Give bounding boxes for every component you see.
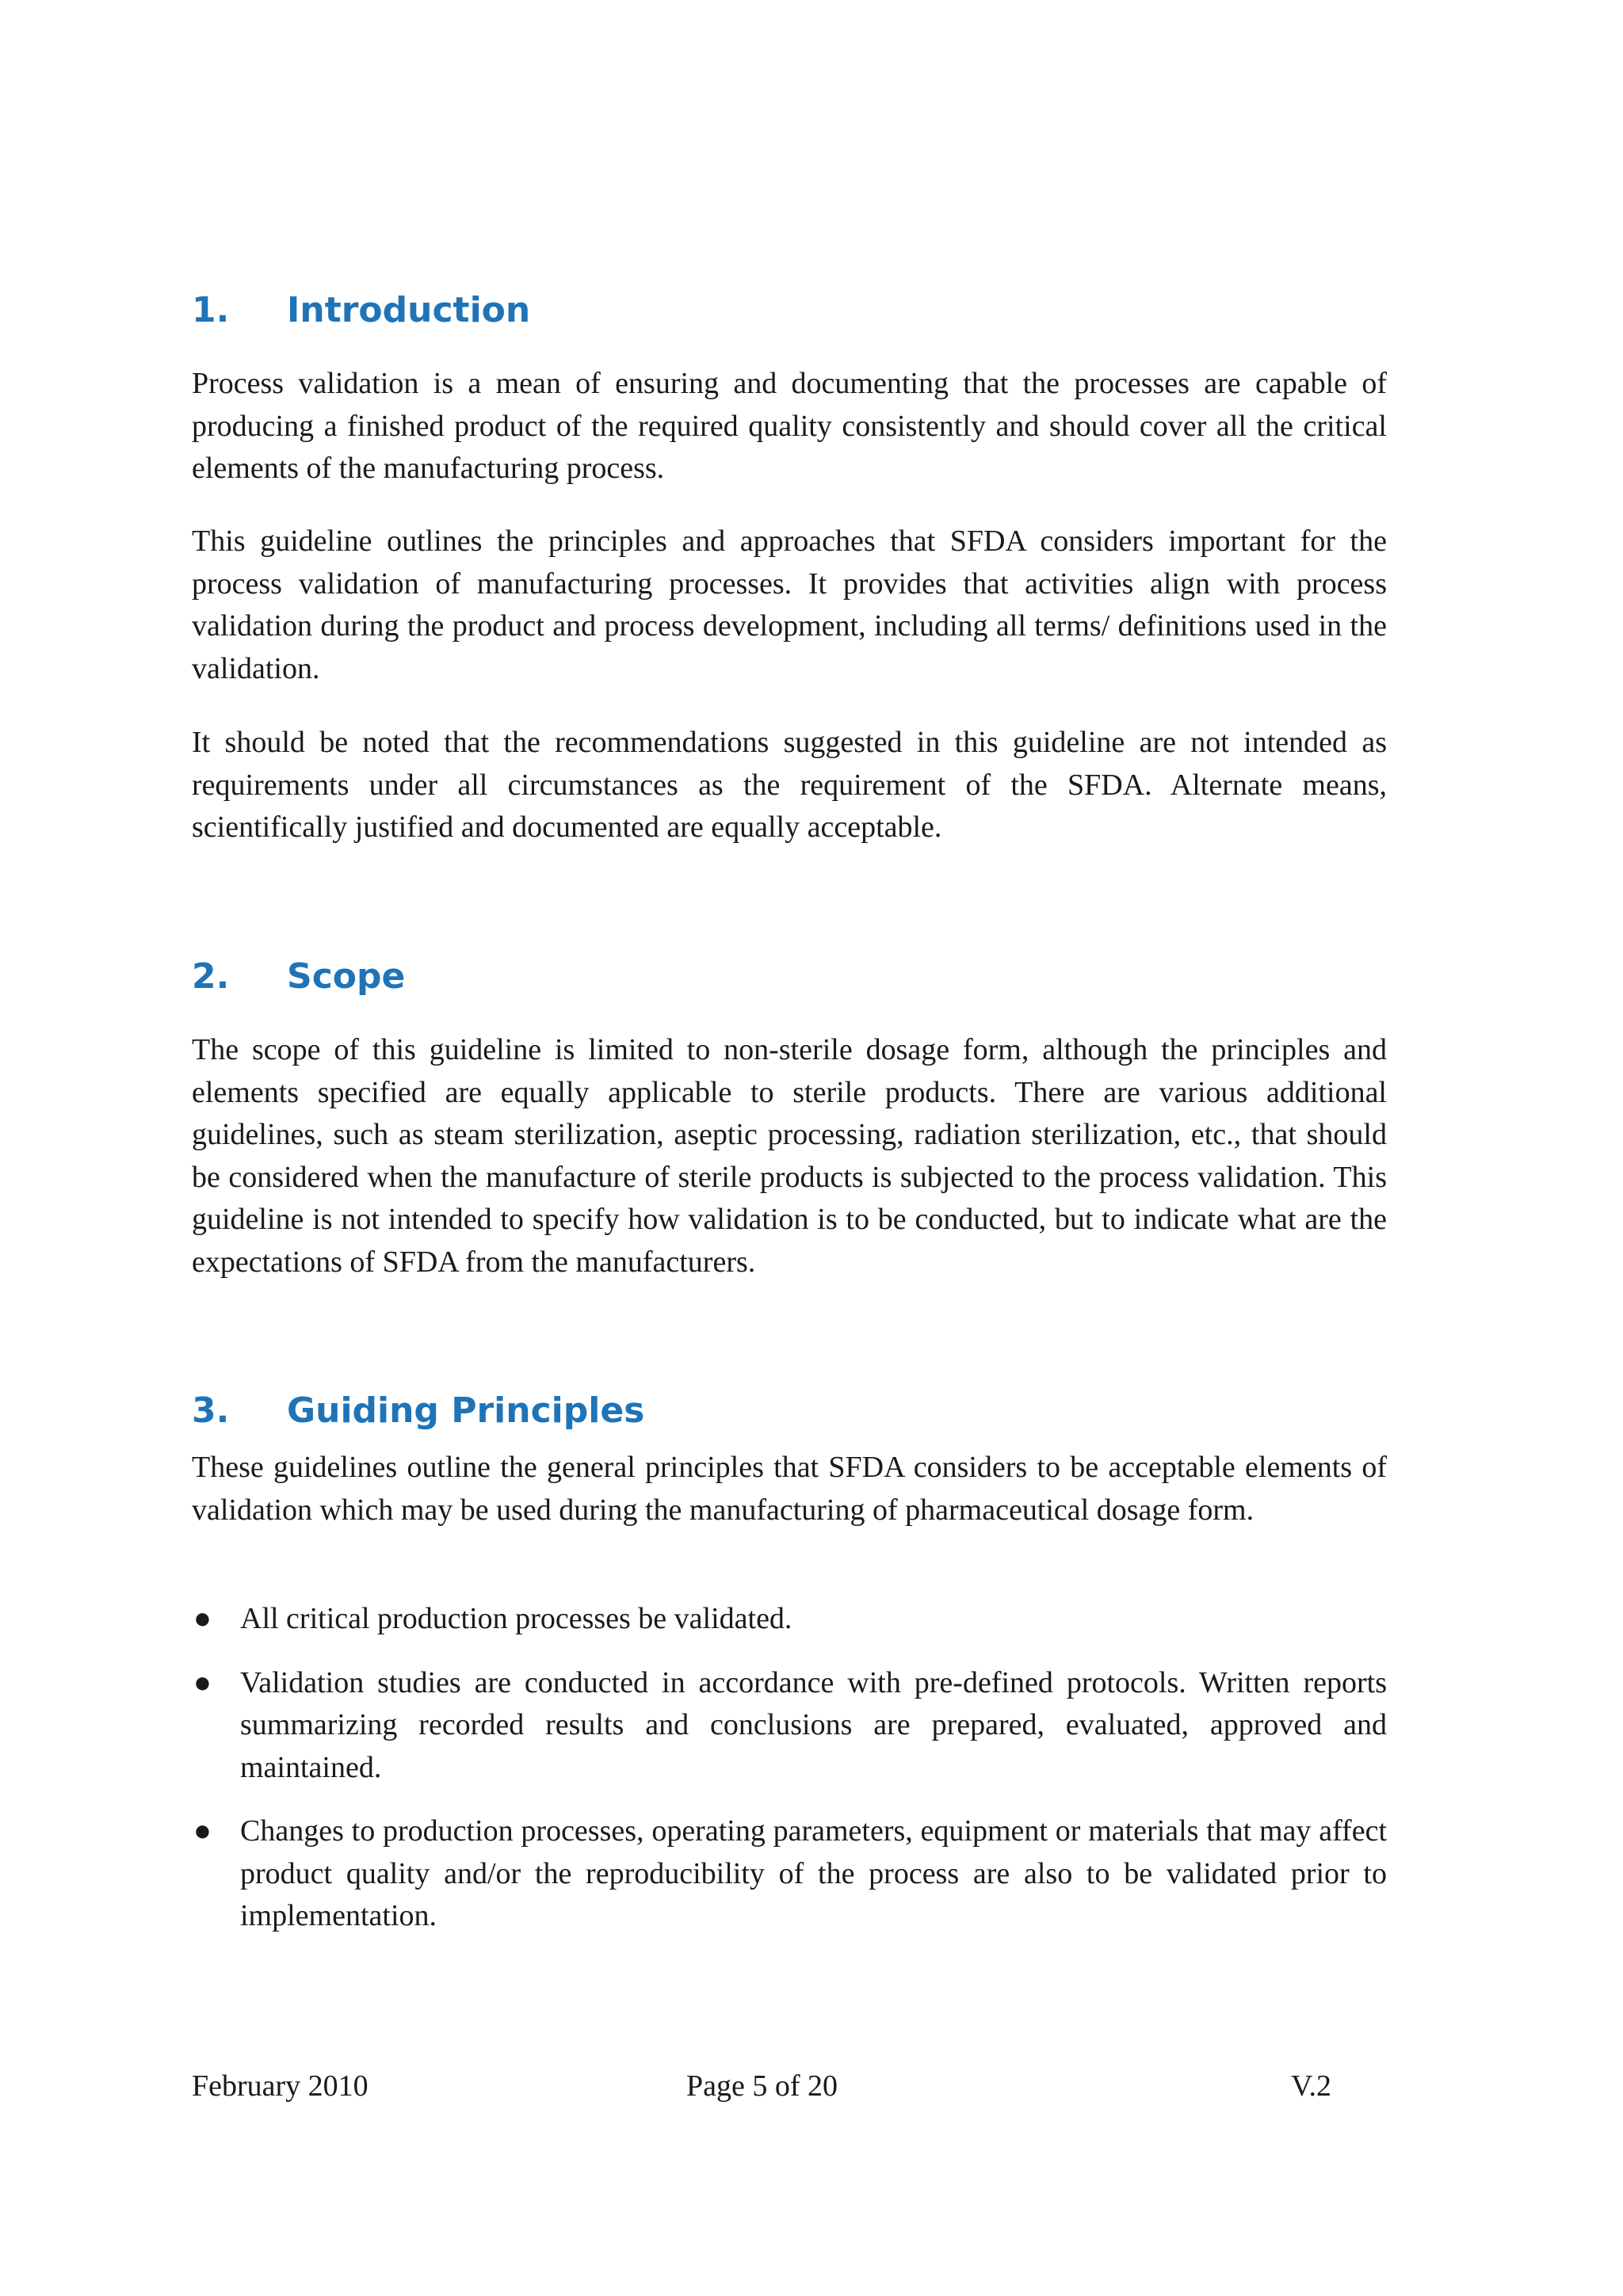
list-item <box>192 1662 1387 1790</box>
paragraph: Process validation is a mean of ensuring and documenting that the processes are capable of producing a finished product of the required quality consistently and should cover all the critical elements of the manufacturing process. <box>192 367 1387 485</box>
section-title: Guiding Principles <box>287 1390 645 1431</box>
bullet-icon: ● <box>193 1602 212 1635</box>
section-heading-scope <box>192 955 405 999</box>
paragraph: These guidelines outline the general principles that SFDA considers to be acceptable elements of validation which may be used during the manufacturing of pharmaceutical dosage form. <box>192 1451 1387 1527</box>
paragraph: The scope of this guideline is limited to non-sterile dosage form, although the principles and elements specified are equally applicable to sterile products. There are various additional guidelines, such as steam sterilization, aseptic processing, radiation sterilization, etc., that should be considered when the manufacture of sterile products is subjected to the process validation. This guideline is not intended to specify how validation is to be conducted, but to indicate what are the expectations of SFDA from the manufacturers. <box>192 1033 1387 1279</box>
section-number: 2. <box>192 956 230 997</box>
list-item <box>192 1810 1387 1938</box>
bullet-icon: ● <box>193 1665 212 1699</box>
section-title: Scope <box>287 956 406 997</box>
section-number: 1. <box>192 290 230 330</box>
footer-version: V.2 <box>1291 2069 1332 2103</box>
section-number: 3. <box>192 1390 230 1431</box>
list-item-text: All critical production processes be validated. <box>240 1602 792 1635</box>
paragraph: This guideline outlines the principles and approaches that SFDA considers important for the process validation of manufacturing processes. It provides that activities align with process validation during the product and process development, including all terms/ definitions used in the validation. <box>192 524 1387 685</box>
paragraph: It should be noted that the recommendations suggested in this guideline are not intended as requirements under all circumstances as the requirement of the SFDA. Alternate means, scientifically justified and documented are equally acceptable. <box>192 726 1387 844</box>
list-item-text: Validation studies are conducted in accordance with pre-defined protocols. Written reports summarizing recorded results and conclusions are prepared, evaluated, approved and maintained. <box>240 1665 1387 1784</box>
list-item-text: Changes to production processes, operating parameters, equipment or materials that may affect product quality and/or the reproducibility of the process are also to be validated prior to implementation. <box>240 1814 1387 1932</box>
bullet-list <box>192 1598 1387 1938</box>
bullet-icon: ● <box>193 1814 212 1848</box>
footer-page-number: Page 5 of 20 <box>686 2069 838 2103</box>
footer-date: February 2010 <box>192 2069 369 2103</box>
section-title: Introduction <box>287 290 531 330</box>
section-heading-guiding-principles <box>192 1389 644 1433</box>
section-heading-introduction <box>192 288 530 333</box>
list-item <box>192 1598 1387 1641</box>
